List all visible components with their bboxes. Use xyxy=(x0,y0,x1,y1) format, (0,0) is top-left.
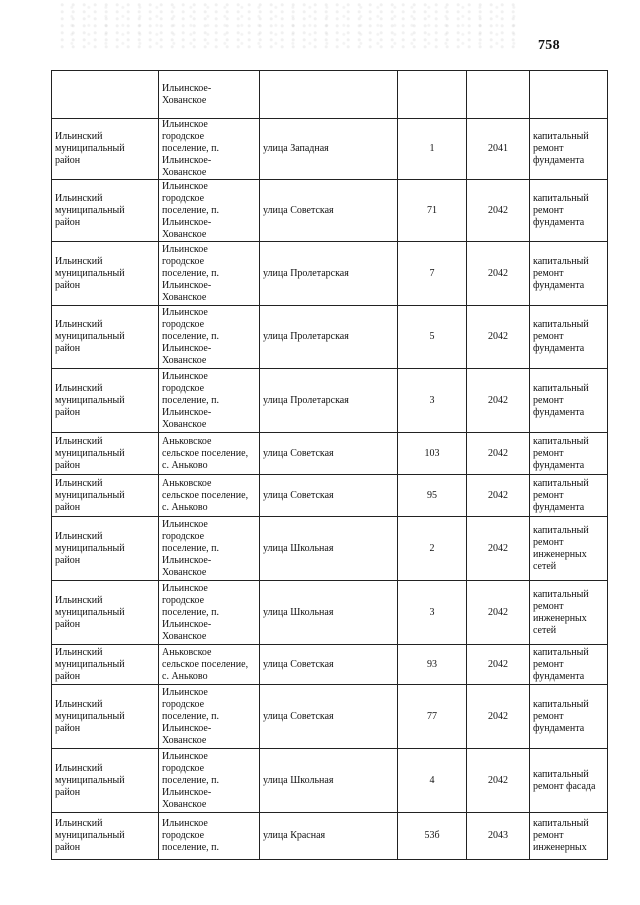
cell-work: капитальный ремонт инженерных сетей xyxy=(530,517,608,581)
cell-settlement: Ильинское городское поселение, п. Ильинское- Хованское xyxy=(159,242,260,306)
cell-settlement: Ильинское городское поселение, п. Ильинское- Хованское xyxy=(159,306,260,369)
cell-work: капитальный ремонт фундамента xyxy=(530,433,608,475)
table-row xyxy=(52,645,608,685)
cell-street: улица Пролетарская xyxy=(260,242,398,306)
cell-region: Ильинский муниципальный район xyxy=(52,581,159,645)
table-row xyxy=(52,581,608,645)
cell-house: 1 xyxy=(398,119,467,180)
cell-work: капитальный ремонт фундамента xyxy=(530,180,608,242)
cell-house: 71 xyxy=(398,180,467,242)
cell-region: Ильинский муниципальный район xyxy=(52,242,159,306)
table-row xyxy=(52,180,608,242)
cell-settlement: Аньковское сельское поселение, с. Аньково xyxy=(159,645,260,685)
table-row xyxy=(52,685,608,749)
cell-house: 7 xyxy=(398,242,467,306)
cell-house: 103 xyxy=(398,433,467,475)
cell-house xyxy=(398,71,467,119)
cell-year: 2042 xyxy=(467,306,530,369)
cell-work: капитальный ремонт фундамента xyxy=(530,685,608,749)
table-row xyxy=(52,433,608,475)
table-row xyxy=(52,119,608,180)
cell-region: Ильинский муниципальный район xyxy=(52,749,159,813)
cell-street: улица Западная xyxy=(260,119,398,180)
table-body xyxy=(52,71,608,860)
cell-street: улица Красная xyxy=(260,813,398,860)
repair-schedule-table xyxy=(51,70,608,860)
cell-street: улица Пролетарская xyxy=(260,369,398,433)
table-row xyxy=(52,242,608,306)
cell-settlement: Ильинское городское поселение, п. Ильинское- Хованское xyxy=(159,119,260,180)
cell-work xyxy=(530,71,608,119)
cell-region: Ильинский муниципальный район xyxy=(52,180,159,242)
cell-work: капитальный ремонт фундамента xyxy=(530,119,608,180)
cell-street: улица Школьная xyxy=(260,581,398,645)
cell-settlement: Ильинское городское поселение, п. Ильинское- Хованское xyxy=(159,685,260,749)
table-row-continuation xyxy=(52,71,608,119)
cell-year: 2042 xyxy=(467,369,530,433)
cell-region: Ильинский муниципальный район xyxy=(52,813,159,860)
cell-work: капитальный ремонт фундамента xyxy=(530,369,608,433)
cell-year: 2042 xyxy=(467,180,530,242)
page-number: 758 xyxy=(538,38,560,53)
cell-house: 77 xyxy=(398,685,467,749)
cell-work: капитальный ремонт фундамента xyxy=(530,242,608,306)
table-row xyxy=(52,369,608,433)
cell-house: 3 xyxy=(398,369,467,433)
cell-region: Ильинский муниципальный район xyxy=(52,685,159,749)
cell-house: 2 xyxy=(398,517,467,581)
cell-year: 2042 xyxy=(467,581,530,645)
cell-settlement: Ильинское городское поселение, п. xyxy=(159,813,260,860)
cell-year: 2042 xyxy=(467,433,530,475)
cell-year xyxy=(467,71,530,119)
table-row xyxy=(52,813,608,860)
cell-year: 2042 xyxy=(467,517,530,581)
cell-region xyxy=(52,71,159,119)
cell-house: 5 xyxy=(398,306,467,369)
table-row xyxy=(52,475,608,517)
cell-year: 2042 xyxy=(467,242,530,306)
cell-region: Ильинский муниципальный район xyxy=(52,433,159,475)
cell-region: Ильинский муниципальный район xyxy=(52,369,159,433)
table-row xyxy=(52,306,608,369)
cell-settlement: Ильинское- Хованское xyxy=(159,71,260,119)
cell-work: капитальный ремонт фундамента xyxy=(530,475,608,517)
cell-house: 53б xyxy=(398,813,467,860)
table-row xyxy=(52,749,608,813)
cell-street: улица Советская xyxy=(260,685,398,749)
cell-year: 2042 xyxy=(467,645,530,685)
cell-settlement: Аньковское сельское поселение, с. Аньково xyxy=(159,433,260,475)
cell-year: 2041 xyxy=(467,119,530,180)
cell-street xyxy=(260,71,398,119)
cell-work: капитальный ремонт фасада xyxy=(530,749,608,813)
cell-street: улица Советская xyxy=(260,433,398,475)
cell-region: Ильинский муниципальный район xyxy=(52,306,159,369)
cell-street: улица Советская xyxy=(260,180,398,242)
cell-region: Ильинский муниципальный район xyxy=(52,517,159,581)
cell-work: капитальный ремонт фундамента xyxy=(530,306,608,369)
cell-region: Ильинский муниципальный район xyxy=(52,645,159,685)
cell-street: улица Советская xyxy=(260,475,398,517)
cell-region: Ильинский муниципальный район xyxy=(52,475,159,517)
cell-settlement: Аньковское сельское поселение, с. Аньково xyxy=(159,475,260,517)
cell-work: капитальный ремонт фундамента xyxy=(530,645,608,685)
cell-settlement: Ильинское городское поселение, п. Ильинское- Хованское xyxy=(159,581,260,645)
scan-noise xyxy=(60,2,520,50)
table-row xyxy=(52,517,608,581)
cell-settlement: Ильинское городское поселение, п. Ильинское- Хованское xyxy=(159,517,260,581)
cell-region: Ильинский муниципальный район xyxy=(52,119,159,180)
cell-year: 2042 xyxy=(467,475,530,517)
cell-house: 93 xyxy=(398,645,467,685)
cell-work: капитальный ремонт инженерных сетей xyxy=(530,581,608,645)
cell-settlement: Ильинское городское поселение, п. Ильинское- Хованское xyxy=(159,749,260,813)
cell-settlement: Ильинское городское поселение, п. Ильинское- Хованское xyxy=(159,180,260,242)
cell-street: улица Советская xyxy=(260,645,398,685)
cell-house: 3 xyxy=(398,581,467,645)
cell-year: 2042 xyxy=(467,749,530,813)
cell-street: улица Пролетарская xyxy=(260,306,398,369)
cell-street: улица Школьная xyxy=(260,749,398,813)
cell-street: улица Школьная xyxy=(260,517,398,581)
cell-work: капитальный ремонт инженерных xyxy=(530,813,608,860)
cell-year: 2043 xyxy=(467,813,530,860)
cell-house: 4 xyxy=(398,749,467,813)
cell-year: 2042 xyxy=(467,685,530,749)
cell-settlement: Ильинское городское поселение, п. Ильинское- Хованское xyxy=(159,369,260,433)
cell-house: 95 xyxy=(398,475,467,517)
